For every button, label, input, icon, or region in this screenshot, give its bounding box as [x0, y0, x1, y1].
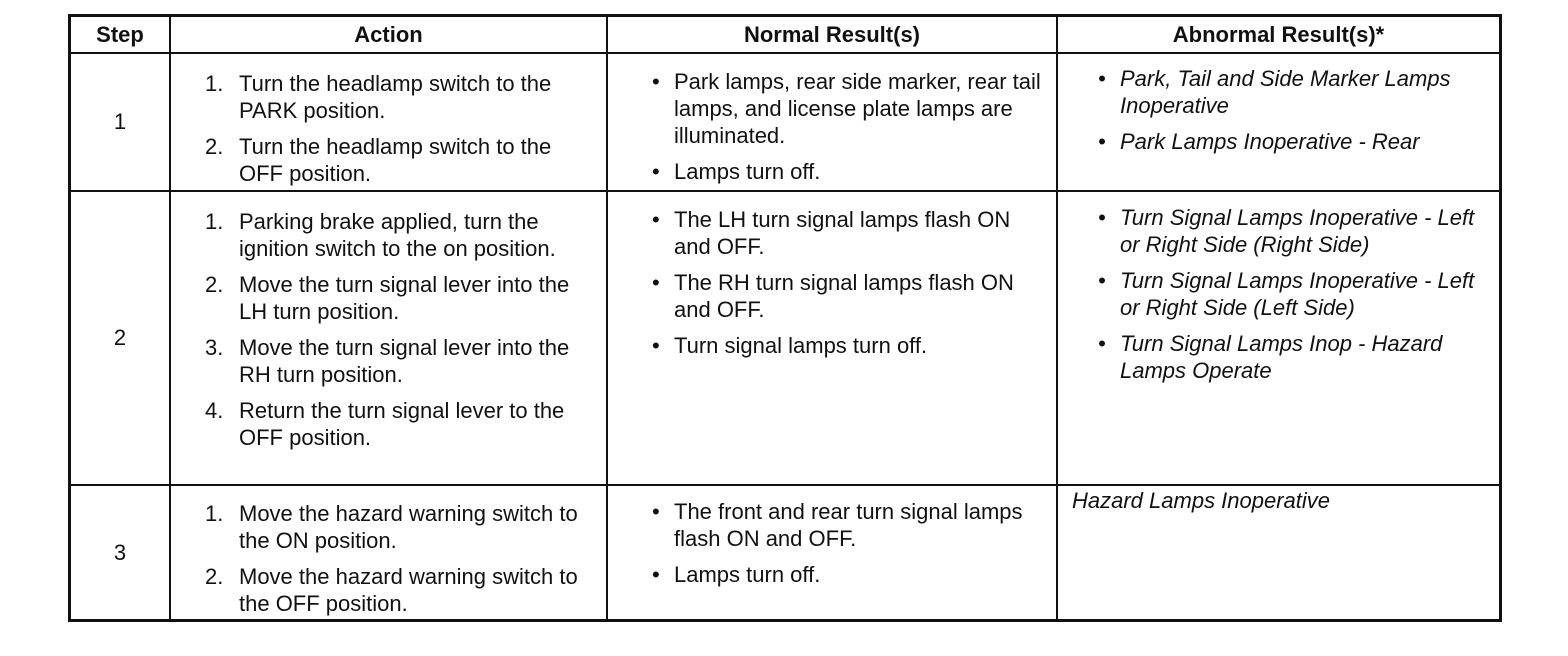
abnormal-result-item: • Turn Signal Lamps Inop - Hazard Lamps Operate: [1098, 331, 1443, 383]
normal-result-item: • Lamps turn off.: [652, 562, 821, 587]
header-normal-results: Normal Result(s): [743, 21, 921, 47]
column-divider: [606, 14, 608, 622]
normal-result-item: • Park lamps, rear side marker, rear tail lamps, and license plate lamps are illuminated.: [652, 69, 1041, 148]
normal-results-cell: [650, 206, 1050, 368]
action-item: 1. Parking brake applied, turn the ignition switch to the on position.: [205, 209, 556, 261]
abnormal-result-item: • Park Lamps Inoperative - Rear: [1098, 129, 1420, 154]
abnormal-result-item: • Turn Signal Lamps Inoperative - Left or Right Side (Left Side): [1098, 268, 1475, 320]
abnormal-results-cell: [1096, 65, 1496, 164]
action-item: 2. Turn the headlamp switch to the OFF position.: [205, 134, 552, 186]
normal-results-cell: [650, 68, 1050, 194]
action-item: 1. Turn the headlamp switch to the PARK position.: [205, 71, 552, 123]
row-divider: [68, 484, 1502, 486]
action-cell: [205, 208, 600, 460]
column-divider: [1056, 14, 1058, 622]
abnormal-results-cell: [1096, 204, 1496, 393]
action-item: 3. Move the turn signal lever into the RH turn position.: [205, 335, 570, 387]
normal-result-item: • The front and rear turn signal lamps flash ON and OFF.: [652, 499, 1023, 551]
normal-results-cell: [650, 498, 1050, 597]
header-step: Step: [96, 21, 144, 47]
header-action: Action: [354, 21, 423, 47]
normal-result-item: • The RH turn signal lamps flash ON and OFF.: [652, 270, 1014, 322]
action-cell: [205, 70, 600, 196]
step-number: 1: [113, 109, 127, 134]
abnormal-results-cell: [1072, 487, 1492, 514]
action-item: 2. Move the turn signal lever into the LH turn position.: [205, 272, 570, 324]
abnormal-result-text: Hazard Lamps Inoperative: [1072, 488, 1331, 513]
step-number: 2: [113, 325, 127, 350]
action-item: 4. Return the turn signal lever to the OFF position.: [205, 398, 565, 450]
abnormal-result-item: • Park, Tail and Side Marker Lamps Inoperative: [1098, 66, 1451, 118]
action-item: 2. Move the hazard warning switch to the OFF position.: [205, 564, 578, 616]
normal-result-item: • The LH turn signal lamps flash ON and OFF.: [652, 207, 1011, 259]
action-cell: [205, 500, 600, 626]
step-number: 3: [113, 540, 127, 565]
normal-result-item: • Turn signal lamps turn off.: [652, 333, 928, 358]
normal-result-item: • Lamps turn off.: [652, 159, 821, 184]
action-item: 1. Move the hazard warning switch to the ON position.: [205, 501, 578, 553]
abnormal-result-item: • Turn Signal Lamps Inoperative - Left or Right Side (Right Side): [1098, 205, 1475, 257]
header-abnormal-results: Abnormal Result(s)*: [1172, 21, 1385, 47]
